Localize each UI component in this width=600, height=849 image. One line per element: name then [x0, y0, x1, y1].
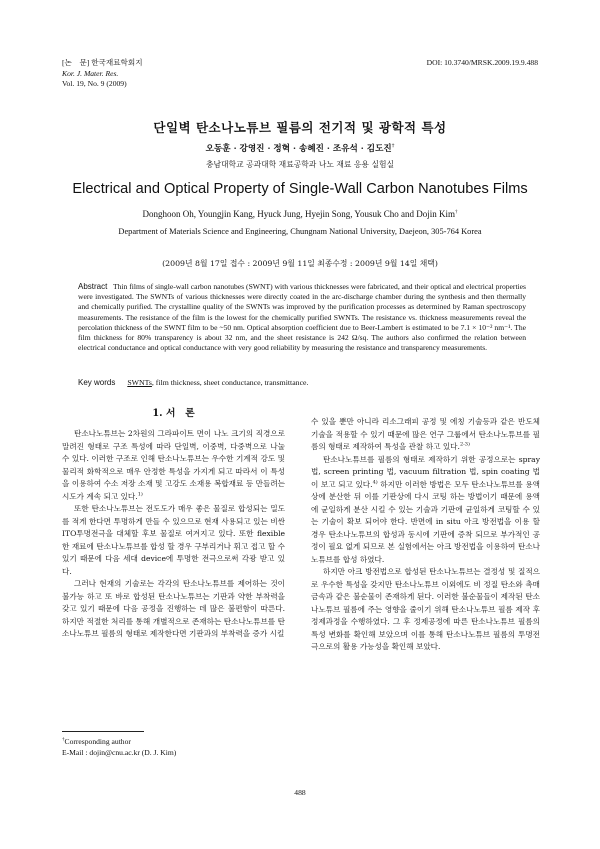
- abstract: [78, 282, 526, 353]
- keywords-label: Key words: [78, 378, 116, 387]
- keywords-rest: , film thickness, sheet conductance, transmittance.: [151, 378, 309, 387]
- page-number: 488: [294, 788, 306, 797]
- footnote-rule: [62, 731, 144, 732]
- paragraph: 그러나 현재의 기술로는 각각의 탄소나노튜브를 제어하는 것이 불가능 하고 또 바로 합성된 탄소나노튜브는 기판과 약한 부착력을 갖고 있기 때문에 다음 공정을 진행하는 데 많은 불편함이 따른다. 하지만 적절한 처리를 통해 개별적으로 존재하는 탄소나노튜브를 탄소나노튜브 필름의 형태로 제작한다면 기판과의 부착력을 증가 시킬: [62, 579, 285, 638]
- paragraph: 또한 탄소나노튜브는 전도도가 매우 좋은 물질로 합성되는 밀도를 적게 한다면 투명하게 만들 수 있으므로 현재 사용되고 있는 비싼 ITO투명전극을 대체할 후보 물질로 여겨지고 있다. 또한 flexible 한 재료에 탄소나노튜브를 합성 할 경우 구부리거나 휘고 접고 할 수 있기 때문에 다음 세대 device에 투명한 전극으로써 각광 받고 있다.: [62, 504, 285, 576]
- affiliation-english: Department of Materials Science and Engineering, Chungnam National University, Daejeon, 305-764 Korea: [118, 227, 482, 236]
- corresponding-email: E-Mail : dojin@cnu.ac.kr (D. J. Kim): [62, 748, 177, 757]
- corresponding-author: †Corresponding author: [62, 737, 131, 746]
- authors-english: Donghoon Oh, Youngjin Kang, Hyuck Jung, Hyejin Song, Yousuk Cho and Dojin Kim†: [142, 209, 458, 219]
- journal-header: [62, 58, 143, 90]
- received-dates: (2009년 8월 17일 접수 : 2009년 9월 11일 최종수정 : 2009년 9월 14일 채택): [162, 259, 438, 268]
- journal-volume: Vol. 19, No. 9 (2009): [62, 79, 127, 88]
- footnote: [62, 736, 176, 758]
- journal-name-kr: [논 문] 한국재료학회지: [62, 58, 143, 67]
- authors-korean: 오동훈 · 강영진 · 정혁 · 송혜진 · 조유석 · 김도진†: [205, 143, 395, 154]
- paragraph: 수 있을 뿐만 아니라 리소그래피 공정 및 에칭 기술등과 같은 반도체 기술을 적용할 수 있기 때문에 많은 연구 그룹에서 탄소나노튜브를 필름의 형태로 제작하여 특성을 관찰 하고 있다.$^{2-3)}$: [311, 417, 540, 451]
- abstract-label: Abstract: [78, 282, 108, 291]
- doi: DOI: 10.3740/MRSK.2009.19.9.488: [426, 58, 538, 67]
- title-english: Electrical and Optical Property of Single-Wall Carbon Nanotubes Films: [72, 181, 528, 197]
- journal-abbr: Kor. J. Mater. Res.: [62, 68, 119, 78]
- title-korean: 단일벽 탄소나노튜브 필름의 전기적 및 광학적 특성: [153, 120, 447, 135]
- abstract-text: Thin films of single-wall carbon nanotubes (SWNT) with various thicknesses were fabricated, and their optical and electrical properties were investigated. The SWNTs of various thicknesses were directly coated in the arc-discharge chamber during the synthesis and then thermally and chemically purified. The crystalline quality of the SWNTs was improved by the purification processes as determined by Raman spectroscopy measurements. The resistance of the film is the lowest for the chemically purified SWNTs. The resistance vs. thickness measurements reveal the percolation thickness of the SWNT film to be ~50 nm. Optical absorption coefficient due to Beer-Lambert is estimated to be 7.1 × 10⁻² nm⁻¹. The film thickness for 80% transparency is about 32 nm, and the sheet resistance is 242 Ω/sq. The authors also confirmed the relation between electrical conductance and optical conductance with very good reliability by measuring the resistance and transparency measurements.: [78, 282, 526, 353]
- paragraph: 탄소나노튜브를 필름의 형태로 제작하기 위한 공정으로는 spray 법, screen printing 법, vacuum filtration 법, spin coating 법이 보고 되고 있다.$^{4)}$ 하지만 이러한 방법은 모두 탄소나노튜브를 용액 상에 분산한 뒤 이를 기판상에 다시 코팅 하는 방법이기 때문에 용액에 균일하게 분산 시킬 수 있는 기술과 기판에 균일하게 코팅할 수 있는 기술이 확보 되어야 한다. 반면에 in situ 아크 방전법을 이용 할 경우 탄소나노튜브의 합성과 동시에 기판에 증착 되므로 부가적인 공정이 필요 없게 되므로 본 실험에서는 아크 방전법을 이용하여 탄소나노튜브를 합성 하였다.: [311, 454, 540, 564]
- section-title-introduction: 1. 서 론: [152, 408, 195, 419]
- right-column: [311, 416, 540, 654]
- paragraph: 하지만 아크 방전법으로 합성된 탄소나노튜브는 결정성 및 질적으로 우수한 특성을 갖지만 탄소나노튜브 이외에도 비 정질 탄소와 촉매 금속과 같은 불순물이 존재하게 된다. 이러한 불순물들이 제작된 탄소나노튜브 필름에 주는 영향을 줄이기 위해 탄소나노튜브 필름 제작 후 정제과정을 수행하였다. 그 후 정제공정에 따른 탄소나노튜브 필름의 특성 변화를 확인해 보았으며 이를 통해 탄소나노튜브 필름의 투명전극으로의 활용 가능성을 확인해 보았다.: [311, 567, 540, 651]
- keyword-link[interactable]: SWNTs: [127, 378, 152, 387]
- left-column: [62, 428, 285, 641]
- affiliation-korean: 충남대학교 공과대학 재료공학과 나노 재료 응용 실험실: [205, 160, 395, 169]
- keywords: [78, 378, 526, 387]
- paragraph: 탄소나노튜브는 2차원의 그라파이트 면이 나노 크기의 직경으로 말려진 형태로 구조 특성에 따라 단일벽, 이중벽, 다중벽으로 나눌 수 있다. 이러한 구조로 인해 탄소나노튜브는 우수한 기계적 강도 및 물리적 화학적으로 매우 안정한 특성을 가지게 되고 따라서 이 특성을 이용하여 수소 저장 소재 및 고강도 소재용 복합재료 등 만들려는 시도가 계속 되고 있다.$^{1)}$: [62, 429, 285, 501]
